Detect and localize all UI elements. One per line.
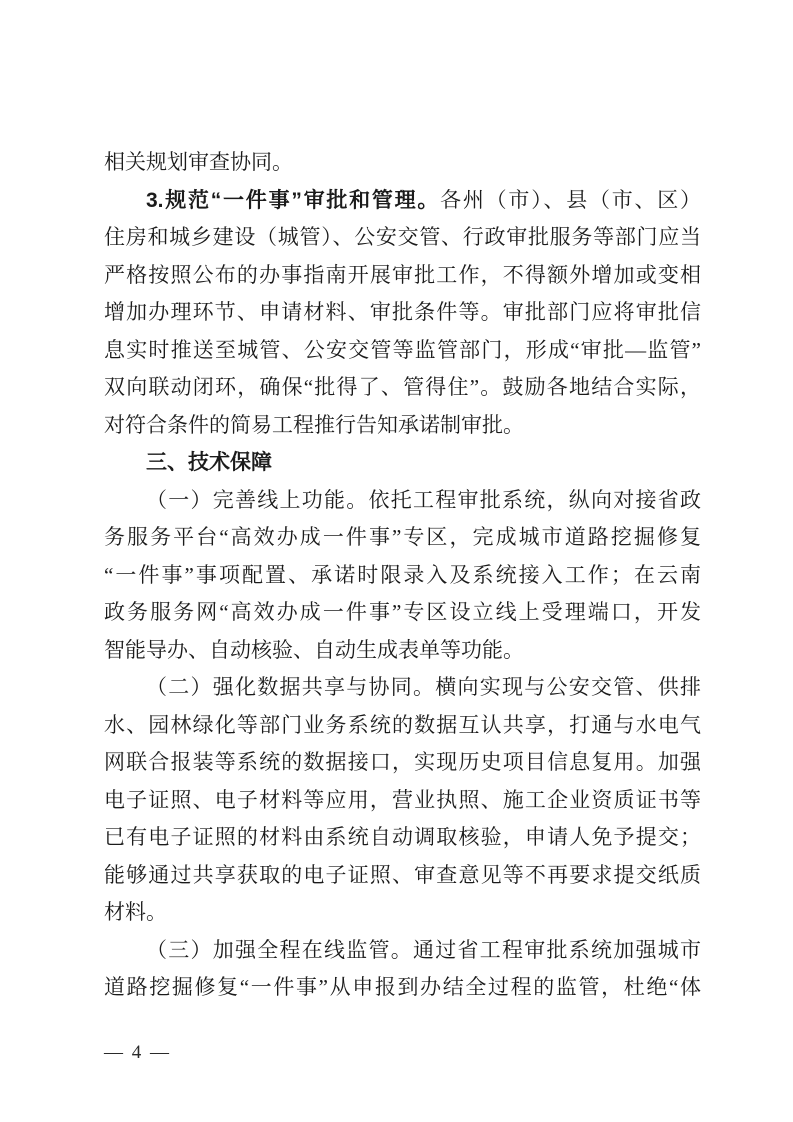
text-line: （一）完善线上功能。依托工程审批系统，纵向对接省政 [146,487,701,512]
page-number: — 4 — [104,1042,171,1063]
text-line: 政务服务网“高效办成一件事”专区设立线上受理端口，开发 [104,600,701,624]
text-line: 息实时推送至城管、公安交管等监管部门，形成“审批—监管” [104,337,701,362]
text-line: 电子证照、电子材料等应用，营业执照、施工企业资质证书等 [104,787,701,812]
bold-paragraph-lead: 3.规范“一件事”审批和管理。 [146,188,441,212]
text-line: 已有电子证照的材料由系统自动调取核验，申请人免予提交； [104,825,701,849]
text-line: 双向联动闭环，确保“批得了、管得住”。鼓励各地结合实际， [104,375,701,399]
text-line: （二）强化数据共享与协同。横向实现与公安交管、供排 [146,675,701,699]
page-footer [104,1041,171,1065]
text-line: 严格按照公布的办事指南开展审批工作，不得额外增加或变相 [104,262,701,287]
text-line: 能够通过共享获取的电子证照、审查意见等不再要求提交纸质 [104,862,701,887]
text-line: 材料。 [104,900,167,924]
text-line: 务服务平台“高效办成一件事”专区，完成城市道路挖掘修复 [104,525,701,549]
text-line: “一件事”事项配置、承诺时限录入及系统接入工作；在云南 [104,562,701,587]
text-line: 住房和城乡建设（城管）、公安交管、行政审批服务等部门应当 [104,225,701,249]
text-line: 道路挖掘修复“一件事”从申报到办结全过程的监管，杜绝“体 [104,975,701,999]
text-line: 相关规划审查协同。 [104,150,293,174]
text-line: 对符合条件的简易工程推行告知承诺制审批。 [104,412,524,437]
section-heading [104,444,701,482]
text-segment: 各州（市）、县（市、区） [440,187,701,212]
text-line [104,182,701,220]
text-line: （三）加强全程在线监管。通过省工程审批系统加强城市 [146,937,701,962]
text-line: 智能导办、自动核验、自动生成表单等功能。 [104,637,524,662]
section-heading-text: 三、技术保障 [146,451,272,474]
document-body [104,144,701,1007]
text-line: 增加办理环节、申请材料、审批条件等。审批部门应将审批信 [104,300,701,324]
text-line: 网联合报装等系统的数据接口，实现历史项目信息复用。加强 [104,750,701,774]
text-line: 水、园林绿化等部门业务系统的数据互认共享，打通与水电气 [104,712,701,737]
